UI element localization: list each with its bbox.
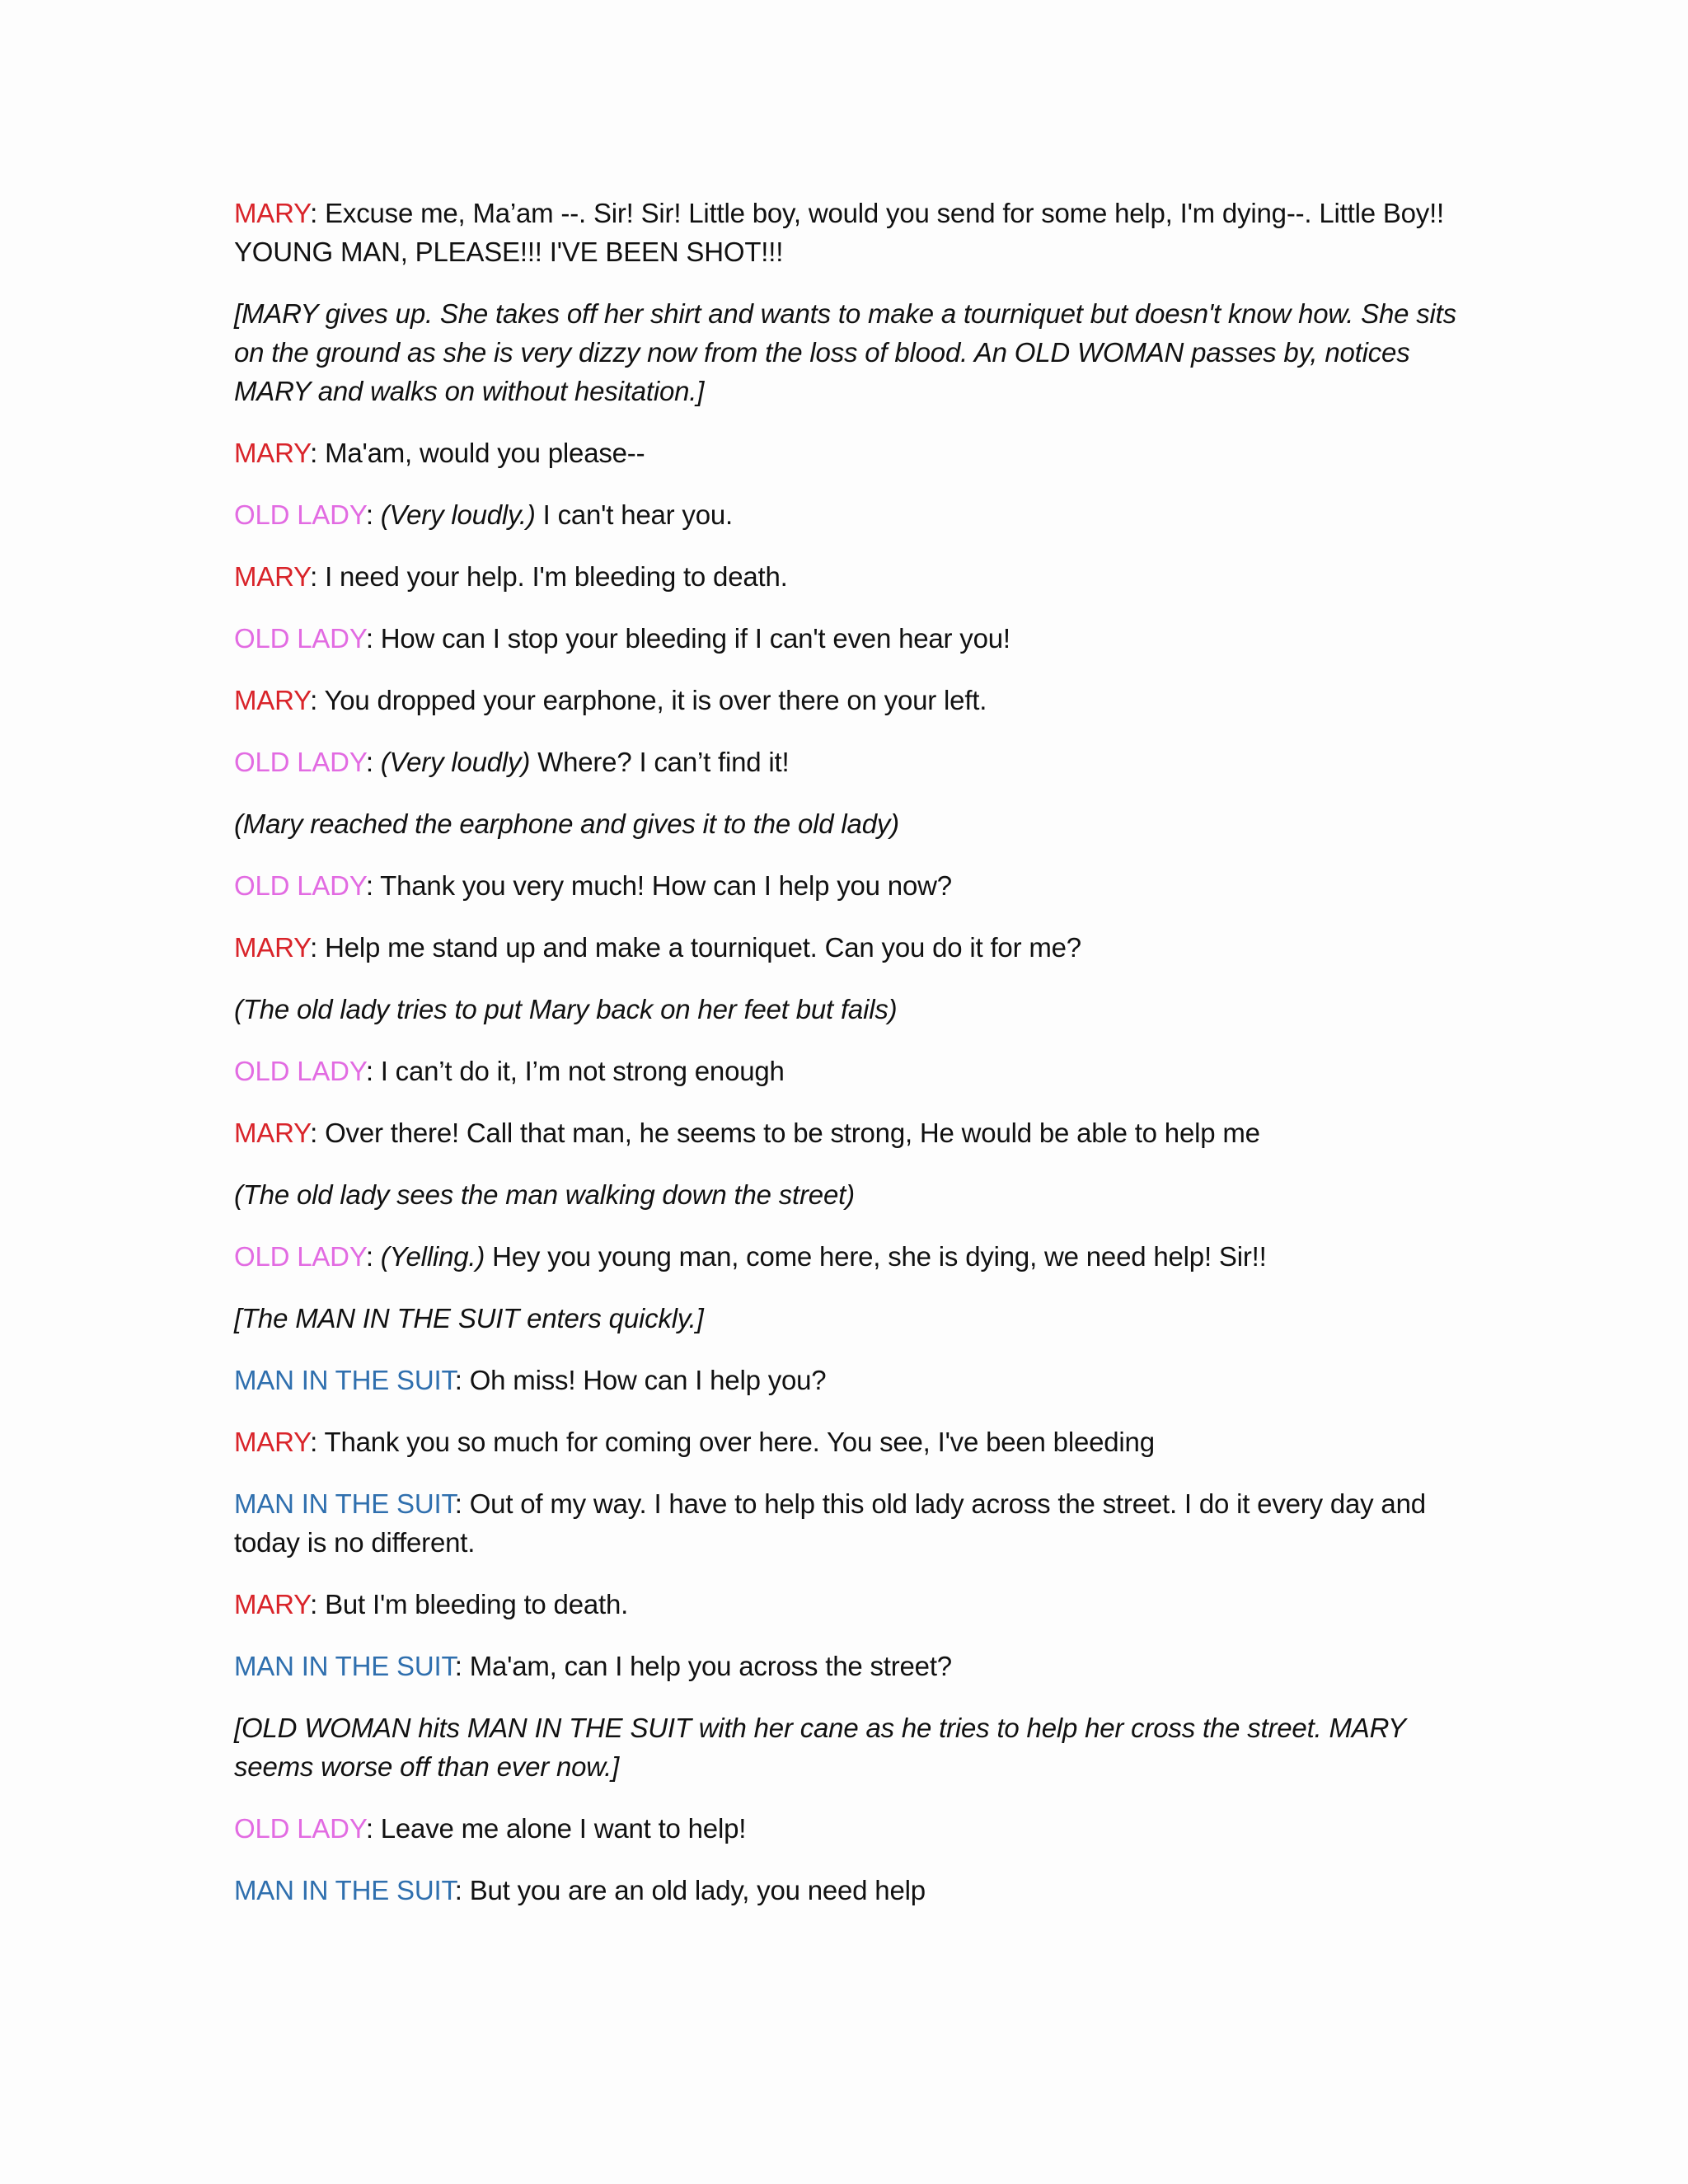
dialogue-line [234, 1871, 1462, 1910]
dialogue-text: : How can I stop your bleeding if I can't even hear you! [365, 623, 1010, 654]
dialogue-line [234, 1809, 1462, 1848]
speaker-name: MAN IN THE SUIT [234, 1651, 455, 1681]
dialogue-text: : Ma'am, can I help you across the street? [454, 1651, 952, 1681]
speaker-name: MARY [234, 932, 311, 963]
dialogue-line [234, 619, 1462, 658]
dialogue-text: : But I'm bleeding to death. [310, 1589, 629, 1619]
dialogue-text: : Help me stand up and make a tourniquet. Can you do it for me? [310, 932, 1081, 963]
dialogue-text: : Excuse me, Ma’am --. Sir! Sir! Little boy, would you send for some help, I'm dying--. Little Boy!! YOUNG MAN, PLEASE!!! I'VE BEEN SHOT!!! [234, 198, 1445, 267]
dialogue-line: OLD LADY: (Yelling.) Hey you young man, come here, she is dying, we need help! Sir!! [234, 1241, 1267, 1272]
parenthetical-direction: (Yelling.) [380, 1241, 485, 1272]
speaker-name: MAN IN THE SUIT [234, 1875, 455, 1905]
speaker-name: OLD LADY [234, 499, 366, 530]
dialogue-text: : I need your help. I'm bleeding to death. [310, 561, 788, 592]
dialogue-text: : Oh miss! How can I help you? [454, 1365, 827, 1395]
dialogue-text: : Leave me alone I want to help! [365, 1813, 747, 1844]
stage-direction: [MARY gives up. She takes off her shirt and wants to make a tourniquet but doesn't know how. She sits on the ground as she is very dizzy now from the loss of blood. An OLD WOMAN passes by, notices MARY and walks on without hesitation.] [234, 298, 1456, 406]
dialogue-text: : Thank you so much for coming over here. You see, I've been bleeding [310, 1427, 1155, 1457]
stage-direction: [OLD WOMAN hits MAN IN THE SUIT with her cane as he tries to help her cross the street. MARY seems worse off than ever now.] [234, 1713, 1406, 1782]
speaker-name: MARY [234, 1427, 311, 1457]
speaker-name: OLD LADY [234, 1241, 366, 1272]
dialogue-text: : Thank you very much! How can I help you now? [365, 870, 952, 901]
speaker-name: OLD LADY [234, 1813, 366, 1844]
dialogue-line [234, 866, 1462, 905]
dialogue-line [234, 1647, 1462, 1685]
dialogue-line [234, 1585, 1462, 1624]
dialogue-line [234, 681, 1462, 719]
dialogue-text: : You dropped your earphone, it is over there on your left. [310, 685, 987, 715]
stage-direction: (The old lady sees the man walking down the street) [234, 1179, 855, 1210]
speaker-name: MARY [234, 1118, 311, 1148]
dialogue-line [234, 1422, 1462, 1461]
parenthetical-direction: (Very loudly.) [380, 499, 536, 530]
speaker-name: OLD LADY [234, 1056, 366, 1086]
speaker-name: MAN IN THE SUIT [234, 1488, 455, 1519]
dialogue-line: OLD LADY: (Very loudly.) I can't hear you. [234, 499, 734, 530]
speaker-name: MARY [234, 438, 311, 468]
stage-direction: (Mary reached the earphone and gives it to the old lady) [234, 808, 899, 839]
speaker-name: OLD LADY [234, 623, 366, 654]
dialogue-line [234, 1484, 1462, 1562]
dialogue-text: Hey you young man, come here, she is dying, we need help! Sir!! [485, 1241, 1267, 1272]
stage-direction: [The MAN IN THE SUIT enters quickly.] [234, 1303, 704, 1333]
stage-direction: (The old lady tries to put Mary back on her feet but fails) [234, 994, 898, 1024]
dialogue-line [234, 557, 1462, 596]
speaker-name: MARY [234, 198, 311, 228]
dialogue-text: : But you are an old lady, you need help [454, 1875, 926, 1905]
dialogue-line [234, 434, 1462, 472]
script-body [234, 194, 1462, 1933]
dialogue-text: : Ma'am, would you please-- [310, 438, 645, 468]
dialogue-line [234, 194, 1462, 271]
dialogue-text: I can't hear you. [535, 499, 734, 530]
dialogue-text: : I can’t do it, I’m not strong enough [365, 1056, 785, 1086]
dialogue-text: Where? I can’t find it! [530, 747, 790, 777]
speaker-name: MARY [234, 561, 311, 592]
speaker-name: MARY [234, 685, 311, 715]
speaker-name: MAN IN THE SUIT [234, 1365, 455, 1395]
dialogue-line [234, 928, 1462, 967]
dialogue-text: : Over there! Call that man, he seems to be strong, He would be able to help me [310, 1118, 1260, 1148]
dialogue-line [234, 1113, 1462, 1152]
dialogue-line [234, 1361, 1462, 1399]
speaker-name: MARY [234, 1589, 311, 1619]
dialogue-text: : Out of my way. I have to help this old lady across the street. I do it every day and today is no different. [234, 1488, 1426, 1558]
dialogue-line [234, 1052, 1462, 1090]
dialogue-line: OLD LADY: (Very loudly) Where? I can’t find it! [234, 747, 790, 777]
speaker-name: OLD LADY [234, 870, 366, 901]
speaker-name: OLD LADY [234, 747, 366, 777]
parenthetical-direction: (Very loudly) [380, 747, 531, 777]
